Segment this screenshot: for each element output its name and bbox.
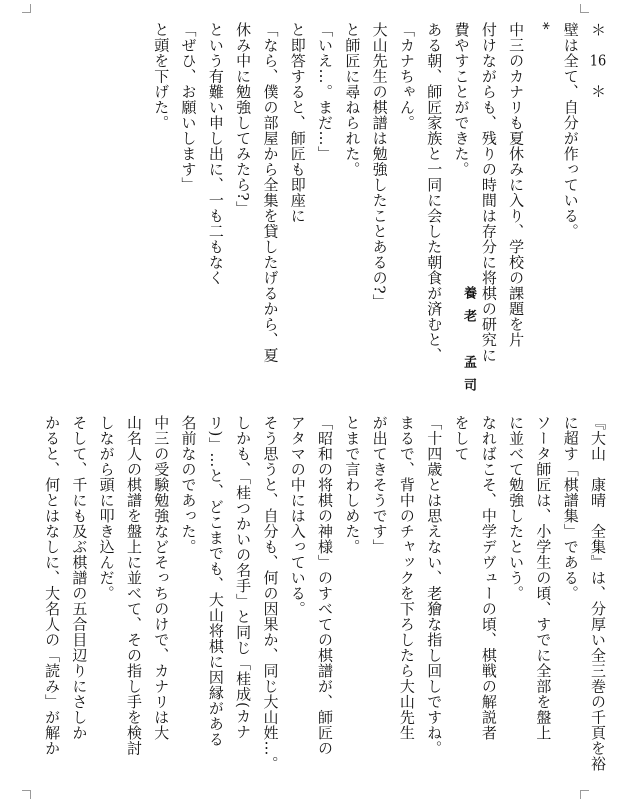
text-line: かると、何とはなしに、大名人の「読み」が解か (43, 415, 62, 756)
text-line: 中三の受験勉強などそっちのけで、カナリは大 (152, 415, 171, 741)
crop-mark-bottom-left (22, 790, 31, 799)
text-line: 費やすことができた。 (452, 22, 471, 177)
text-line: 中三のカナリも夏休みに入り、学校の課題を片 (507, 22, 526, 348)
text-line: 「昭和の将棋の神様」のすべての棋譜が、師匠の (316, 415, 335, 756)
text-line: そして、千にも及ぶ棋譜の五合目辺りにさしか (70, 415, 89, 741)
text-line: まるで、背中のチャックを下ろしたら大山先生 (397, 415, 416, 741)
section-asterisk: * (534, 22, 553, 30)
upper-text-block (147, 22, 611, 377)
text-line: なればこそ、中学デヴューの頃、棋戦の解説者 (479, 415, 498, 741)
crop-mark-top-left (22, 4, 31, 13)
text-line: 「十四歳とは思えない、老獪な指し回しですね。 (425, 415, 444, 756)
crop-mark-top-right (580, 4, 589, 13)
text-line: 『大山 康晴 全集』は、分厚い全三巻の千頁を裕 (589, 415, 607, 772)
text-line: をして (452, 415, 471, 462)
text-line: という有難い申し出に、一も二もなく (206, 22, 225, 286)
text-line: 名前なのであった。 (179, 415, 198, 555)
text-line: 大山先生の棋譜は勉強したことあるの?」 (370, 22, 389, 310)
text-line: 付けながらも、残りの時間は存分に将棋の研究に (479, 22, 498, 363)
epigraph: 壁は全て、自分が作っている。 (561, 22, 580, 239)
text-line: しながら頭に叩き込んだ。 (97, 415, 116, 601)
text-line: ある朝、師匠家族と一同に会した朝食が済むと、 (425, 22, 444, 363)
text-line: とまで言わしめた。 (343, 415, 362, 555)
text-line: 山名人の棋譜を盤上に並べて、その指し手を検討 (124, 415, 143, 756)
text-line: 「ぜひ、お願いします」 (179, 22, 198, 193)
text-line: リ)」…と、どこまでも、大山将棋に因縁がある (206, 415, 225, 747)
chapter-number: 16 (589, 53, 607, 68)
text-line: そう思うと、自分も、何の因果か、同じ大山姓…。 (261, 415, 280, 772)
text-line: と頭を下げた。 (152, 22, 171, 131)
text-line: が出てきそうです」 (370, 415, 389, 555)
text-line: ソータ師匠は、小学生の頃、すでに全部を盤上 (534, 415, 553, 741)
text-line: 「いえ…。まだ…」 (316, 22, 335, 162)
text-line: しかも、「桂つかいの名手」と同じ「桂成(カナ (234, 415, 253, 740)
lower-text-block (38, 415, 611, 805)
text-line: アタマの中には入っている。 (288, 415, 307, 617)
text-line: に並べて勉強したという。 (507, 415, 526, 601)
text-line: と即答すると、師匠も即座に (288, 22, 307, 224)
epigraph-author: 養老 孟司 (461, 286, 476, 401)
chapter-heading: ＊ 16 ＊ (589, 22, 607, 99)
text-line: 休み中に勉強してみたら?」 (234, 22, 253, 217)
text-line: 「カナちゃん。 (397, 22, 416, 131)
text-line: に超す「棋譜集」である。 (561, 415, 580, 601)
text-line: と師匠に尋ねられた。 (343, 22, 362, 177)
text-line: 「なら、僕の部屋から全集を貸したげるから、夏 (261, 22, 280, 363)
